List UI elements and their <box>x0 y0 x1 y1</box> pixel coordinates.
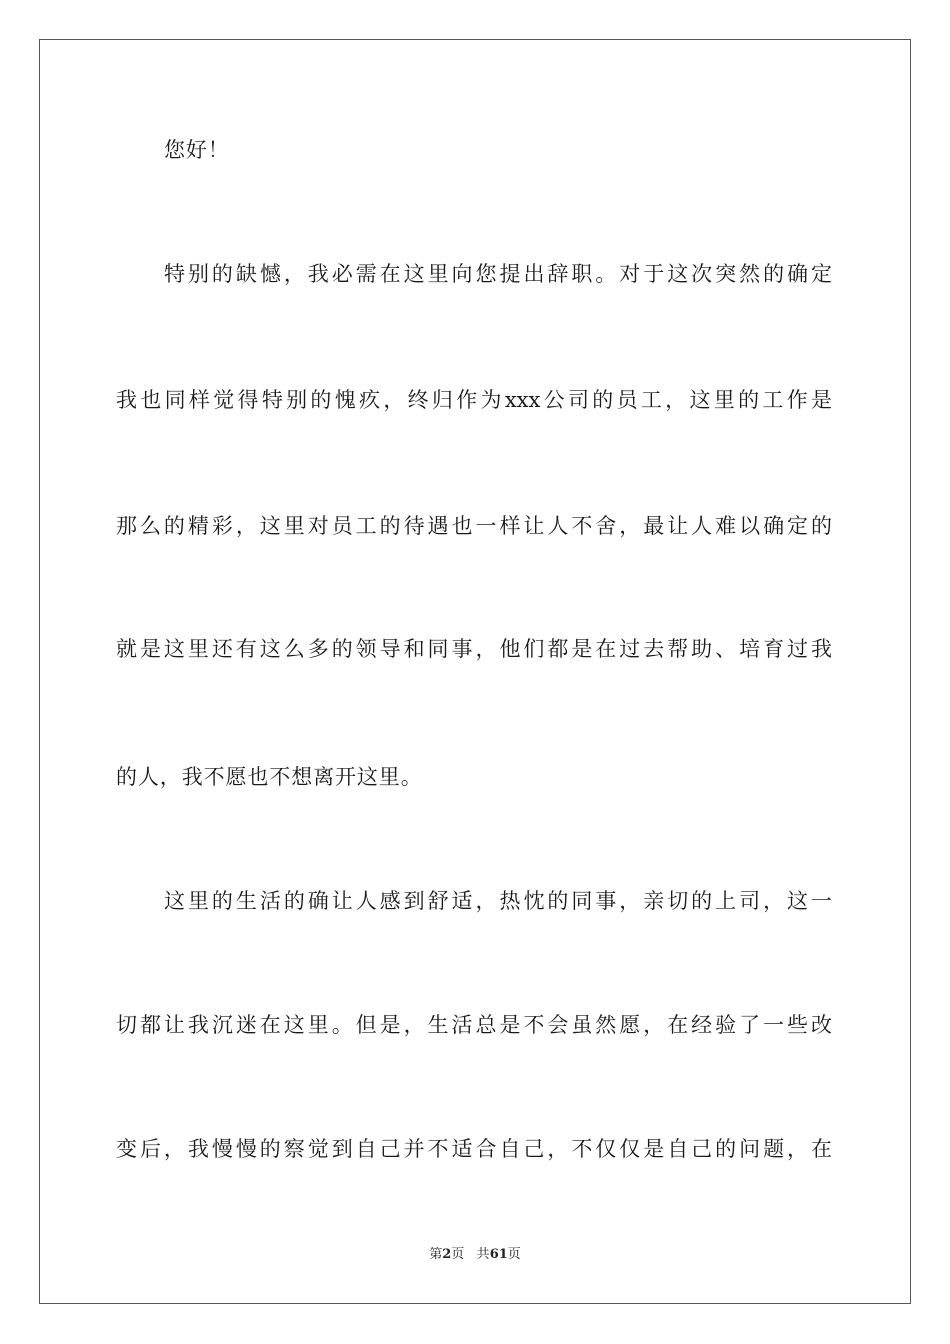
page-total: 61 <box>489 1247 508 1262</box>
paragraph-1-line-2: 我也同样觉得特别的愧疚，终归作为xxx公司的员工，这里的工作是 <box>116 388 832 412</box>
page-border <box>39 39 911 1304</box>
paragraph-1-line-5: 的人，我不愿也不想离开这里。 <box>116 765 423 789</box>
total-suffix: 页 <box>507 1247 521 1262</box>
page-current: 2 <box>442 1247 452 1262</box>
total-prefix: 共 <box>476 1247 490 1262</box>
paragraph-1-line-1: 特别的缺憾，我必需在这里向您提出辞职。对于这次突然的确定 <box>164 262 832 286</box>
paragraph-2-line-3: 变后，我慢慢的察觉到自己并不适合自己，不仅仅是自己的问题，在 <box>116 1137 832 1161</box>
paragraph-2-line-2: 切都让我沉迷在这里。但是，生活总是不会虽然愿，在经验了一些改 <box>116 1013 832 1037</box>
paragraph-1-line-3: 那么的精彩，这里对员工的待遇也一样让人不舍，最让人难以确定的 <box>116 514 832 538</box>
paragraph-1-line-4: 就是这里还有这么多的领导和同事，他们都是在过去帮助、培育过我 <box>116 637 832 661</box>
page-prefix: 第 <box>429 1247 443 1262</box>
page-footer <box>0 1247 950 1263</box>
paragraph-2-line-1: 这里的生活的确让人感到舒适，热忱的同事，亲切的上司，这一 <box>164 889 832 913</box>
page-suffix: 页 <box>451 1247 465 1262</box>
greeting: 您好！ <box>164 138 230 162</box>
